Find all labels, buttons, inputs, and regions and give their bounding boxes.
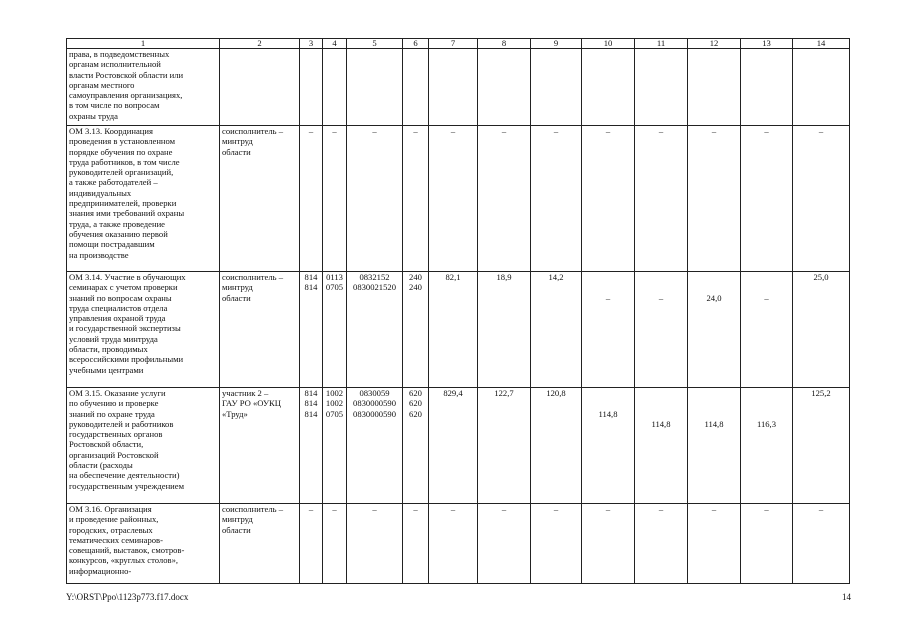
executor-line: области — [222, 524, 251, 535]
header-cell-9: 9 — [531, 39, 582, 49]
cell-value: 114,8 — [651, 418, 671, 429]
description-line: управления охраной труда — [69, 313, 166, 324]
cell-value: 829,4 — [443, 388, 463, 398]
description-line: условий труда минтруда — [69, 333, 158, 344]
cell-value — [635, 272, 687, 282]
header-cell-1: 1 — [67, 39, 220, 49]
cell-c10 — [582, 272, 635, 388]
cell-value: – — [413, 504, 418, 514]
description-line: на производстве — [69, 249, 129, 260]
cell-value: – — [711, 504, 717, 514]
cell-c3 — [300, 388, 323, 504]
cell-c5 — [347, 272, 403, 388]
executor-line: области — [222, 292, 251, 303]
description-line: а также работодателей – — [69, 177, 158, 188]
cell-c13 — [741, 504, 793, 584]
description-line: на обеспечение деятельности) — [69, 470, 180, 481]
description-line: знаний по охране труда — [69, 408, 155, 419]
cell-c7 — [429, 388, 478, 504]
header-row — [67, 39, 850, 49]
cell-c8 — [478, 504, 531, 584]
cell-c10 — [582, 126, 635, 272]
cell-value: 25,0 — [813, 272, 829, 282]
description-line: и проведение районных, — [69, 514, 159, 525]
description-line: в том числе по вопросам — [69, 100, 160, 111]
cell-c13 — [741, 388, 793, 504]
cell-value — [635, 398, 687, 408]
cell-value — [741, 388, 792, 398]
cell-value — [582, 282, 634, 292]
cell-c7 — [429, 272, 478, 388]
executor-line: соисполнитель – — [222, 126, 284, 136]
header-cell-7: 7 — [429, 39, 478, 49]
cell-value: 120,8 — [546, 388, 566, 398]
cell-c12 — [688, 49, 741, 126]
table-row — [67, 49, 850, 126]
cell-c4 — [323, 126, 347, 272]
table-row — [67, 272, 850, 388]
cell-value: 814 — [304, 398, 318, 409]
cell-c4 — [323, 49, 347, 126]
description-line: труда специалистов отдела — [69, 302, 168, 313]
description-line: руководителей организаций, — [69, 167, 174, 178]
cell-value: – — [332, 126, 337, 136]
cell-value: 0705 — [325, 408, 344, 419]
cell-value: – — [605, 504, 611, 514]
cell-c13 — [741, 49, 793, 126]
cell-value: – — [501, 504, 507, 514]
executor-line: соисполнитель – — [222, 272, 284, 282]
executor-line: ГАУ РО «ОУКЦ — [222, 398, 281, 409]
description-line: семинарах с учетом проверки — [69, 282, 178, 293]
cell-c8 — [478, 388, 531, 504]
budget-table — [66, 38, 850, 584]
header-cell-6: 6 — [403, 39, 429, 49]
responsible-executor — [220, 272, 300, 388]
cell-c13 — [741, 272, 793, 388]
footer-file-path: Y:\ORST\Ppo\1123p773.f17.docx — [66, 592, 189, 602]
header-cell-11: 11 — [635, 39, 688, 49]
event-description — [67, 126, 220, 272]
cell-value — [582, 272, 634, 282]
description-line: ОМ 3.14. Участие в обучающих — [69, 272, 186, 282]
cell-value: 0830021520 — [353, 282, 396, 293]
cell-c5 — [347, 388, 403, 504]
cell-c3 — [300, 504, 323, 584]
cell-c6 — [403, 504, 429, 584]
description-line: ОМ 3.13. Координация — [69, 126, 153, 136]
cell-value — [582, 398, 634, 408]
description-line: конкурсов, «круглых столов», — [69, 555, 179, 566]
description-line: и государственной экспертизы — [69, 323, 181, 334]
description-line: учебными центрами — [69, 364, 144, 375]
cell-value — [635, 282, 687, 292]
description-line: государственных органов — [69, 429, 163, 440]
cell-c12 — [688, 126, 741, 272]
cell-value: 114,8 — [598, 408, 618, 419]
description-line: права, в подведомственных — [69, 49, 170, 59]
cell-value — [688, 388, 740, 398]
cell-value: 14,2 — [548, 272, 564, 282]
cell-value: – — [553, 126, 559, 136]
description-line: органам местного — [69, 79, 135, 90]
cell-value — [688, 282, 740, 292]
description-line: городских, отраслевых — [69, 524, 153, 535]
description-line: знания ими требований охраны — [69, 208, 185, 219]
cell-c11 — [635, 126, 688, 272]
cell-value: 240 — [409, 282, 422, 293]
description-line: органам исполнительной — [69, 59, 161, 70]
cell-value: 82,1 — [445, 272, 461, 282]
cell-value: – — [658, 504, 664, 514]
cell-c5 — [347, 49, 403, 126]
cell-c9 — [531, 504, 582, 584]
header-cell-8: 8 — [478, 39, 531, 49]
cell-value: – — [605, 292, 611, 303]
cell-c4 — [323, 388, 347, 504]
description-line: труда, а также проведение — [69, 218, 165, 229]
cell-value — [635, 388, 687, 398]
description-line: информационно- — [69, 565, 132, 576]
cell-value: – — [450, 504, 456, 514]
event-description — [67, 388, 220, 504]
description-line: тематических семинаров- — [69, 534, 163, 545]
cell-value: 814 — [304, 282, 318, 293]
cell-value: – — [413, 126, 418, 136]
cell-c6 — [403, 49, 429, 126]
description-line: по обучению и проверке — [69, 398, 159, 409]
table-row — [67, 126, 850, 272]
cell-value: – — [764, 292, 769, 303]
description-line: порядке обучения по охране — [69, 146, 173, 157]
description-line: организаций Ростовской — [69, 449, 159, 460]
cell-c7 — [429, 504, 478, 584]
cell-value: 0832152 — [359, 272, 390, 282]
header-cell-14: 14 — [793, 39, 850, 49]
executor-line: участник 2 – — [222, 388, 269, 398]
cell-c14 — [793, 388, 850, 504]
cell-c3 — [300, 126, 323, 272]
cell-c7 — [429, 126, 478, 272]
event-description — [67, 49, 220, 126]
cell-value: – — [605, 126, 611, 136]
cell-value: – — [553, 504, 559, 514]
cell-value: – — [711, 126, 717, 136]
description-line: охраны труда — [69, 110, 118, 121]
cell-value: 1002 — [325, 388, 344, 398]
cell-value: – — [372, 126, 377, 136]
cell-value — [741, 398, 792, 408]
description-line: ОМ 3.16. Организация — [69, 504, 152, 514]
cell-c6 — [403, 388, 429, 504]
cell-c8 — [478, 126, 531, 272]
responsible-executor — [220, 388, 300, 504]
executor-line: соисполнитель – — [222, 504, 284, 514]
cell-c11 — [635, 504, 688, 584]
cell-value — [741, 272, 792, 282]
cell-value: – — [818, 504, 824, 514]
description-line: труда работников, в том числе — [69, 156, 180, 167]
cell-c10 — [582, 388, 635, 504]
cell-value: 814 — [304, 388, 318, 398]
cell-value: 0705 — [325, 282, 344, 293]
cell-value: 0830000590 — [353, 408, 396, 419]
cell-c9 — [531, 49, 582, 126]
table-row — [67, 388, 850, 504]
description-line: проведения в установленном — [69, 136, 176, 147]
cell-c12 — [688, 272, 741, 388]
cell-value — [741, 409, 792, 419]
cell-value: 0113 — [326, 272, 343, 282]
cell-c5 — [347, 126, 403, 272]
cell-value — [635, 409, 687, 419]
cell-c11 — [635, 272, 688, 388]
cell-value: 24,0 — [706, 292, 722, 303]
cell-c14 — [793, 504, 850, 584]
cell-value — [688, 272, 740, 282]
cell-value: – — [764, 504, 769, 514]
description-line: власти Ростовской области или — [69, 69, 184, 80]
description-line: предпринимателей, проверки — [69, 198, 177, 209]
cell-value: 0830059 — [359, 388, 390, 398]
cell-value: 1002 — [325, 398, 344, 409]
cell-value: – — [658, 126, 664, 136]
description-line: Ростовской области, — [69, 439, 144, 450]
description-line: помощи пострадавшим — [69, 239, 155, 250]
cell-value: – — [372, 504, 377, 514]
cell-value: 814 — [304, 408, 318, 419]
description-line: области (расходы — [69, 460, 133, 471]
executor-line: минтруд — [222, 514, 253, 525]
event-description — [67, 272, 220, 388]
cell-c10 — [582, 49, 635, 126]
cell-c7 — [429, 49, 478, 126]
cell-c12 — [688, 388, 741, 504]
cell-c9 — [531, 126, 582, 272]
header-cell-5: 5 — [347, 39, 403, 49]
header-cell-10: 10 — [582, 39, 635, 49]
header-cell-2: 2 — [220, 39, 300, 49]
table-row — [67, 504, 850, 584]
executor-line: минтруд — [222, 282, 253, 293]
cell-value — [688, 409, 740, 419]
cell-value — [688, 398, 740, 408]
description-line: обучения оказанию первой — [69, 228, 168, 239]
cell-value: – — [450, 126, 456, 136]
cell-value: – — [764, 126, 769, 136]
description-line: знаний по вопросам охраны — [69, 292, 172, 303]
cell-c11 — [635, 49, 688, 126]
cell-c14 — [793, 272, 850, 388]
executor-line: «Труд» — [222, 408, 248, 419]
header-cell-12: 12 — [688, 39, 741, 49]
responsible-executor — [220, 126, 300, 272]
cell-value — [741, 282, 792, 292]
cell-value — [582, 388, 634, 398]
cell-value: 620 — [409, 398, 422, 409]
cell-value: – — [308, 504, 314, 514]
executor-line: минтруд — [222, 136, 253, 147]
cell-c8 — [478, 49, 531, 126]
cell-c6 — [403, 126, 429, 272]
cell-value: 814 — [304, 272, 318, 282]
cell-c12 — [688, 504, 741, 584]
description-line: руководителей и работников — [69, 418, 174, 429]
header-cell-3: 3 — [300, 39, 323, 49]
cell-value: 240 — [409, 272, 422, 282]
header-cell-13: 13 — [741, 39, 793, 49]
cell-value: – — [818, 126, 824, 136]
cell-value: 122,7 — [494, 388, 514, 398]
description-line: совещаний, выставок, смотров- — [69, 545, 185, 556]
cell-c13 — [741, 126, 793, 272]
cell-c14 — [793, 49, 850, 126]
cell-c11 — [635, 388, 688, 504]
cell-value: 114,8 — [704, 418, 724, 429]
header-cell-4: 4 — [323, 39, 347, 49]
cell-c4 — [323, 504, 347, 584]
description-line: государственным учреждением — [69, 480, 185, 491]
responsible-executor — [220, 504, 300, 584]
cell-c6 — [403, 272, 429, 388]
cell-value: – — [501, 126, 507, 136]
cell-c8 — [478, 272, 531, 388]
event-description — [67, 504, 220, 584]
cell-value: 620 — [409, 388, 422, 398]
description-line: области, проводимых — [69, 344, 148, 355]
cell-c3 — [300, 49, 323, 126]
cell-c4 — [323, 272, 347, 388]
cell-value: 0830000590 — [353, 398, 396, 409]
page-number: 14 — [842, 592, 851, 602]
cell-value: 116,3 — [756, 418, 777, 429]
cell-c14 — [793, 126, 850, 272]
description-line: ОМ 3.15. Оказание услуги — [69, 388, 166, 398]
cell-value: 18,9 — [496, 272, 512, 282]
cell-c10 — [582, 504, 635, 584]
description-line: всероссийскими профильными — [69, 354, 184, 365]
responsible-executor — [220, 49, 300, 126]
cell-c9 — [531, 388, 582, 504]
cell-c3 — [300, 272, 323, 388]
cell-value: – — [308, 126, 314, 136]
executor-line: области — [222, 146, 251, 157]
description-line: самоуправления организациях, — [69, 90, 183, 101]
cell-c5 — [347, 504, 403, 584]
cell-value: 620 — [409, 408, 422, 419]
cell-value: 125,2 — [811, 388, 831, 398]
cell-value: – — [332, 504, 337, 514]
cell-c9 — [531, 272, 582, 388]
description-line: индивидуальных — [69, 187, 132, 198]
cell-value: – — [658, 292, 664, 303]
